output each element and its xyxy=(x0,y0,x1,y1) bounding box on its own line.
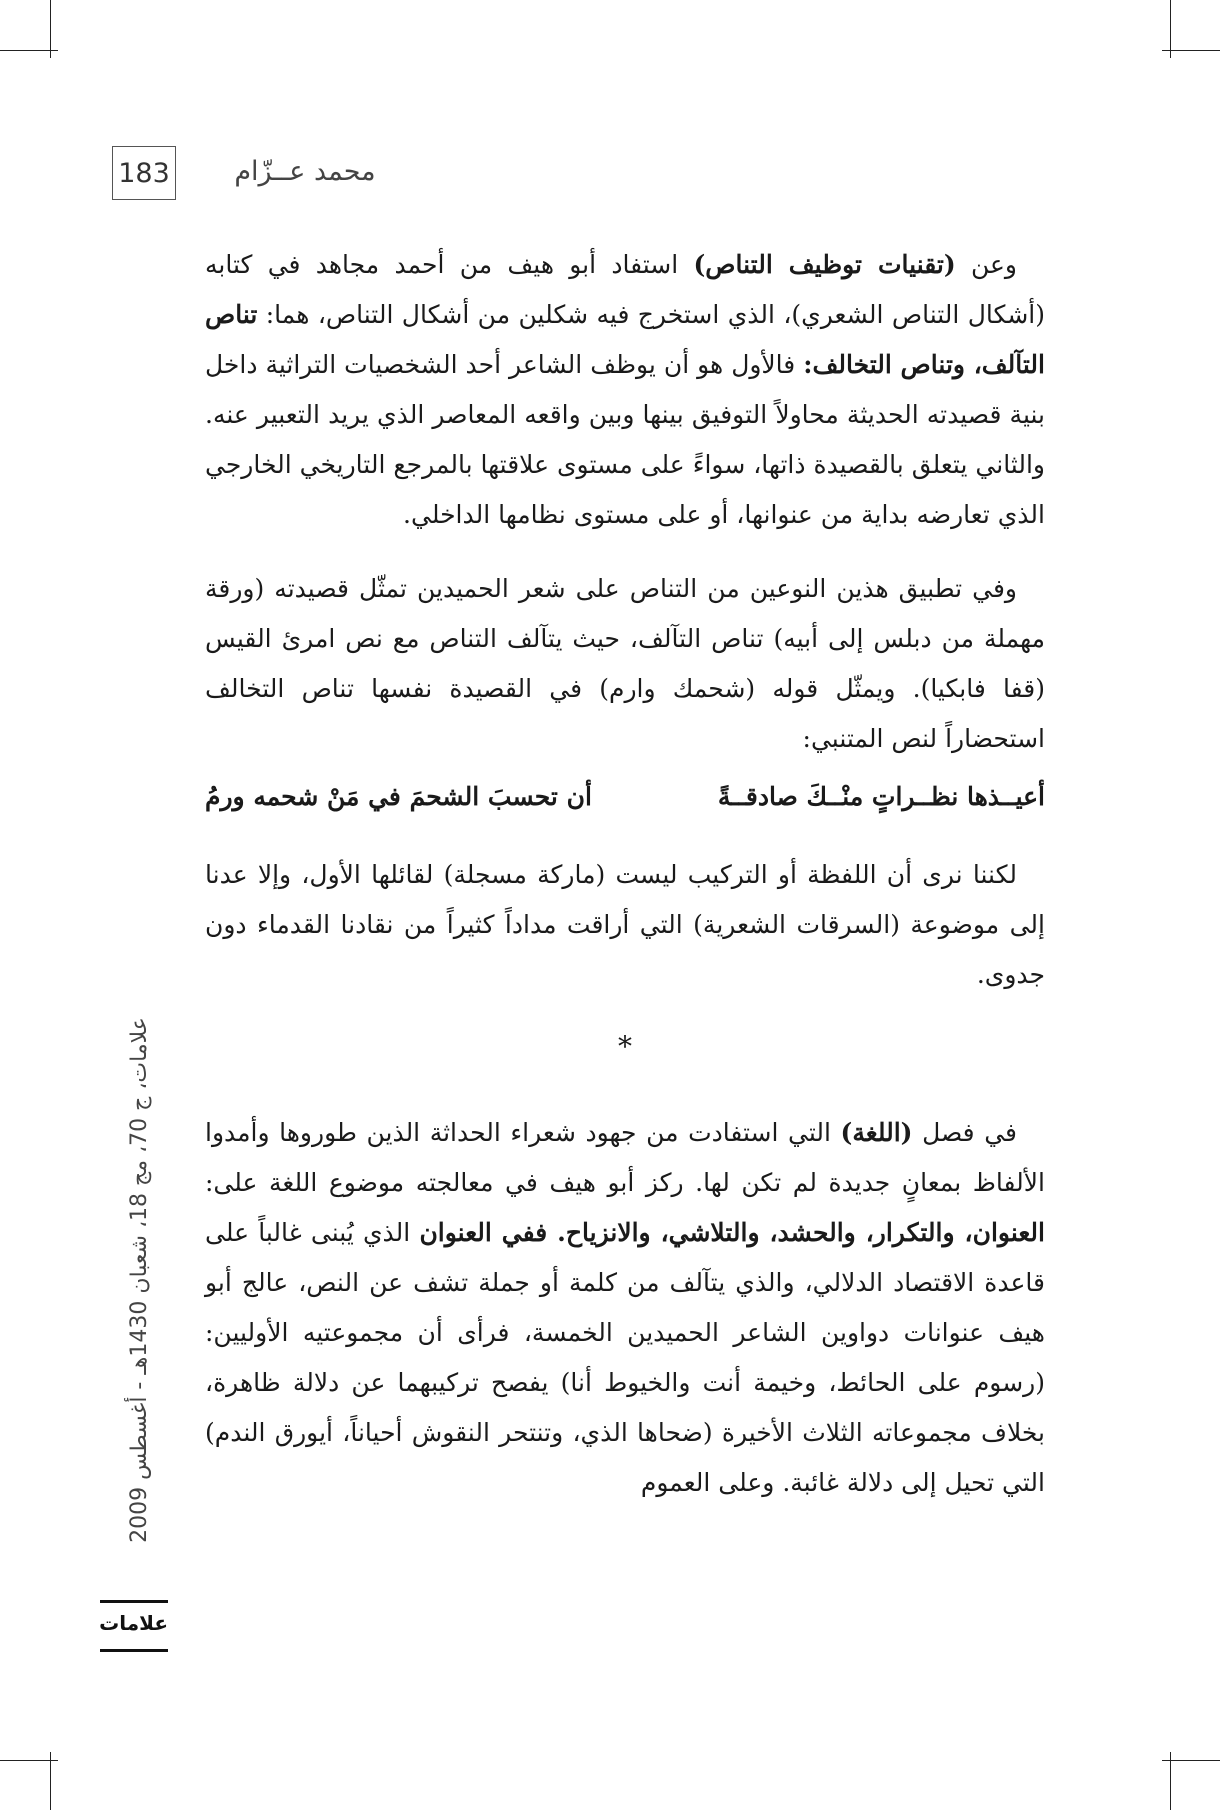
body-text xyxy=(205,240,1045,1508)
page-number: 183 xyxy=(112,146,176,200)
text-run: فالأول هو أن يوظف الشاعر أحد الشخصيات التراثية داخل بنية قصيدته الحديثة محاولاً التوفيق بينها وبين واقعه المعاصر الذي يريد التعبير عنه. والثاني يتعلق بالقصيدة ذاتها، سواءً على مستوى علاقتها بالمرجع التاريخي الخارجي الذي تعارضه بداية من عنوانها، أو على مستوى نظامها الداخلي. xyxy=(205,350,1045,529)
crop-mark xyxy=(0,1760,58,1761)
paragraph: لكننا نرى أن اللفظة أو التركيب ليست (ماركة مسجلة) لقائلها الأول، وإلا عدنا إلى موضوعة (السرقات الشعرية) التي أراقت مداداً كثيراً من نقادنا القدماء دون جدوى. xyxy=(205,860,1045,989)
journal-citation: علامات، ج 70، مج 18، شعبان 1430هـ - أغسطس 2009 xyxy=(127,1017,152,1543)
bold-term: (تقنيات توظيف التناص) xyxy=(693,250,956,279)
text-run: الذي يُبنى غالباً على قاعدة الاقتصاد الدلالي، والذي يتآلف من كلمة أو جملة تشف عن النص، عالج أبو هيف عنوانات دواوين الشاعر الحميدين الخمسة، فرأى أن مجموعتيه الأوليين: (رسوم على الحائط، وخيمة أنت والخيوط أنا) يفصح تركيبهما عن دلالة ظاهرة، بخلاف مجموعاته الثلاث الأخيرة (ضحاها الذي، وتنتحر النقوش أحياناً، أيورق الندم) التي تحيل إلى دلالة غائبة. وعلى العموم xyxy=(205,1218,1045,1497)
section-separator: * xyxy=(618,1030,632,1063)
poetry-verse xyxy=(205,764,1045,850)
text-run: استفاد أبو هيف من أحمد مجاهد في كتابه (أشكال التناص الشعري)، الذي استخرج فيه شكلين من أشكال التناص، هما: xyxy=(205,250,1045,329)
bold-term: العنوان، والتكرار، والحشد، والتلاشي، والانزياح. ففي العنوان xyxy=(419,1218,1045,1247)
paragraph xyxy=(205,240,1045,540)
text-run: التي استفادت من جهود شعراء الحداثة الذين طوروها وأمدوا الألفاظ بمعانٍ جديدة لم تكن لها. ركز أبو هيف في معالجته موضوع اللغة على: xyxy=(205,1118,1045,1197)
verse-second-hemistich: أن تحسبَ الشحمَ في مَنْ شحمه ورمُ xyxy=(205,782,592,811)
crop-mark xyxy=(0,50,58,51)
journal-logo: علامات xyxy=(100,1600,168,1652)
text-run: في فصل xyxy=(912,1118,1017,1147)
verse-first-hemistich: أعيــذها نظــراتٍ منْــكَ صادقــةً xyxy=(717,782,1045,811)
crop-mark xyxy=(1162,50,1220,51)
running-header-author: محمد عــزّام xyxy=(234,156,376,187)
crop-mark xyxy=(1162,1760,1220,1761)
text-run: وعن xyxy=(955,250,1017,279)
paragraph: وفي تطبيق هذين النوعين من التناص على شعر الحميدين تمثّل قصيدته (ورقة مهملة من دبلس إلى أبيه) تناص التآلف، حيث يتآلف التناص مع نص امرئ القيس (قفا فابكيا). ويمثّل قوله (شحمك وارم) في القصيدة نفسها تناص التخالف استحضاراً لنص المتنبي: xyxy=(205,574,1045,753)
bold-term: تناص التآلف، وتناص التخالف: xyxy=(205,300,1045,379)
paragraph xyxy=(205,1108,1045,1508)
bold-term: (اللغة) xyxy=(840,1118,913,1147)
